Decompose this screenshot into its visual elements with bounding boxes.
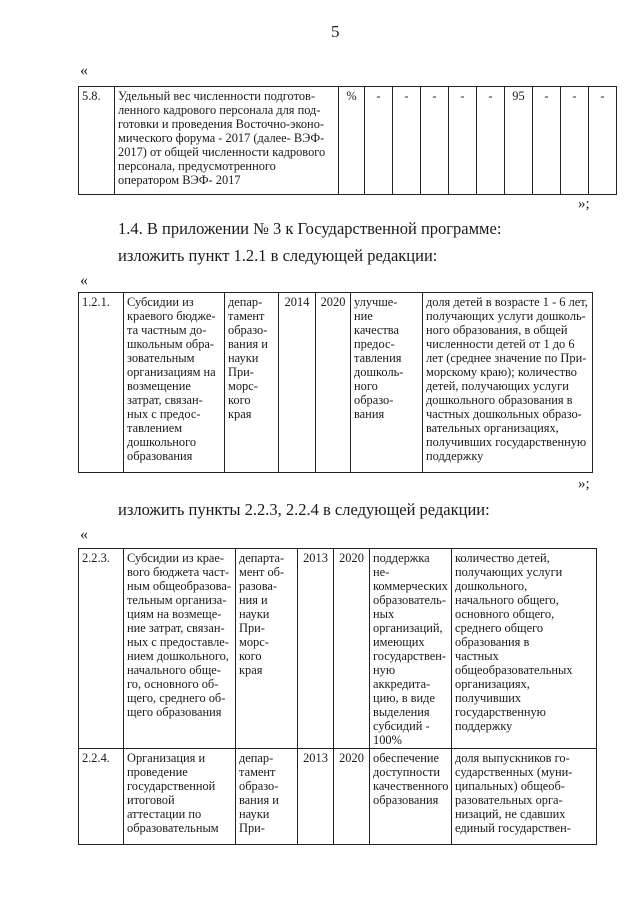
expected-result: обеспечение доступности качественного образования xyxy=(370,749,452,845)
open-quote-1: « xyxy=(80,62,88,79)
target-indicator: количество детей, получающих услуги дошкольного, начального общего, основного общего, среднего общего образования в частных общеобразовательных организациях, получивших государственную поддержку xyxy=(452,549,597,749)
value-cell: - xyxy=(589,87,617,195)
program-table-2-2 xyxy=(78,548,597,845)
paragraph-edit-1-2-1: изложить пункт 1.2.1 в следующей редакции: xyxy=(118,246,438,265)
row-number: 2.2.4. xyxy=(79,749,124,845)
start-year: 2013 xyxy=(298,749,334,845)
close-quote-1: »; xyxy=(578,196,590,212)
activity-name: Субсидии из крае- вого бюджета част- ным общеобразова- тельным организа- циям на возмеще- ние затрат, связан- ных с предоставле- нием дошкольного, начального обще- го, основного об- щего, среднего об- щего образования xyxy=(124,549,236,749)
row-number: 2.2.3. xyxy=(79,549,124,749)
paragraph-edit-2-2-3: изложить пункты 2.2.3, 2.2.4 в следующей редакции: xyxy=(118,500,490,519)
expected-result: улучше- ние качества предос- тавления дошколь- ного образо- вания xyxy=(351,293,423,473)
value-cell: - xyxy=(561,87,589,195)
end-year: 2020 xyxy=(334,749,370,845)
target-indicator: доля выпускников го- сударственных (муни- ципальных) общеоб- разовательных орга- низаций, не сдавших единый государствен- xyxy=(452,749,597,845)
page-number: 5 xyxy=(331,22,340,41)
end-year: 2020 xyxy=(316,293,351,473)
target-indicator: доля детей в возрасте 1 - 6 лет, получающих услуги дошколь- ного образования, в общей численности детей от 1 до 6 лет (среднее значение по При- морскому краю); количество детей, получающих услуги дошкольного образования в частных дошкольных образо- вательных организациях, получивших государственную поддержку xyxy=(423,293,593,473)
expected-result: поддержка не- коммерческих образователь- ных организаций, имеющих государствен- ную аккредита- цию, в виде выделения субсидий - 100% xyxy=(370,549,452,749)
open-quote-2: « xyxy=(80,272,88,289)
program-table-1-2-1 xyxy=(78,292,593,473)
value-cell: - xyxy=(365,87,393,195)
executor: депар- тамент образо- вания и науки При- xyxy=(236,749,298,845)
table-row xyxy=(79,549,597,749)
indicator-name: Удельный вес численности подготов- ленного кадрового персонала для под- готовки и проведения Восточно-эконо- мического форума - 2017 (далее- ВЭФ- 2017) от общей численности кадрового персонала, предусмотренного оператором ВЭФ- 2017 xyxy=(115,87,339,195)
indicator-table-5-8 xyxy=(78,86,617,195)
row-number: 1.2.1. xyxy=(79,293,124,473)
start-year: 2013 xyxy=(298,549,334,749)
activity-name: Субсидии из краевого бюдже- та частным до- школьным обра- зовательным организациям на возмещение затрат, связан- ных с предос- тавлением дошкольного образования xyxy=(124,293,225,473)
unit: % xyxy=(339,87,365,195)
table-row xyxy=(79,749,597,845)
activity-name: Организация и проведение государственной итоговой аттестации по образовательным xyxy=(124,749,236,845)
close-quote-2: »; xyxy=(578,476,590,492)
value-cell: - xyxy=(449,87,477,195)
value-cell: - xyxy=(533,87,561,195)
open-quote-3: « xyxy=(80,526,88,543)
paragraph-1-4: 1.4. В приложении № 3 к Государственной программе: xyxy=(118,219,502,238)
start-year: 2014 xyxy=(279,293,316,473)
executor: депар- тамент образо- вания и науки При- морс- кого края xyxy=(225,293,279,473)
value-cell: - xyxy=(393,87,421,195)
value-cell: 95 xyxy=(505,87,533,195)
value-cell: - xyxy=(477,87,505,195)
value-cell: - xyxy=(421,87,449,195)
executor: департа- мент об- разова- ния и науки При- морс- кого края xyxy=(236,549,298,749)
end-year: 2020 xyxy=(334,549,370,749)
row-number: 5.8. xyxy=(79,87,115,195)
